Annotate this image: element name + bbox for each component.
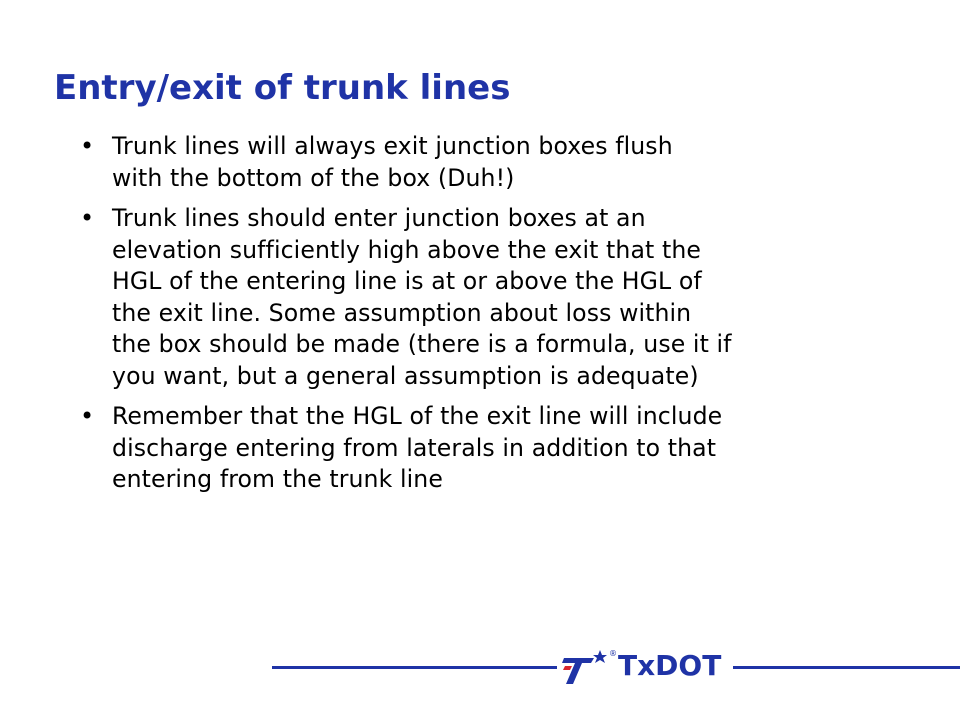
bullet-point-icon: •: [80, 204, 95, 232]
bullet-line: entering from the trunk line: [112, 465, 443, 493]
bullet-line: Trunk lines will always exit junction boxes flush: [112, 132, 673, 160]
bullet-line: Remember that the HGL of the exit line will include: [112, 402, 723, 430]
bullet-line: with the bottom of the box (Duh!): [112, 163, 515, 192]
bullet-point-icon: •: [80, 402, 95, 430]
bullet-item: [80, 401, 880, 496]
bullet-line: you want, but a general assumption is adequate): [112, 361, 699, 390]
bullet-line: discharge entering from laterals in addition to that: [112, 433, 717, 462]
slide-title: Entry/exit of trunk lines: [54, 68, 511, 108]
footer-divider-left: [272, 666, 557, 669]
registered-mark: ®: [609, 649, 617, 658]
txdot-star-logo-icon: [560, 646, 618, 686]
bullet-line: HGL of the entering line is at or above the HGL of: [112, 267, 702, 295]
bullet-line: the exit line. Some assumption about loss within: [112, 298, 692, 327]
bullet-line: the box should be made (there is a formula, use it if: [112, 330, 732, 358]
footer-divider-right: [733, 666, 960, 669]
bullet-line: Trunk lines should enter junction boxes at an: [112, 204, 646, 232]
bullet-point-icon: •: [80, 132, 95, 160]
logo-text: TxDOT: [618, 649, 722, 682]
txdot-logo: [560, 646, 732, 686]
bullet-list: [80, 131, 880, 505]
bullet-item: [80, 203, 880, 392]
bullet-line: elevation sufficiently high above the exit that the: [112, 235, 701, 264]
footer: [0, 646, 960, 686]
bullet-item: [80, 131, 880, 194]
